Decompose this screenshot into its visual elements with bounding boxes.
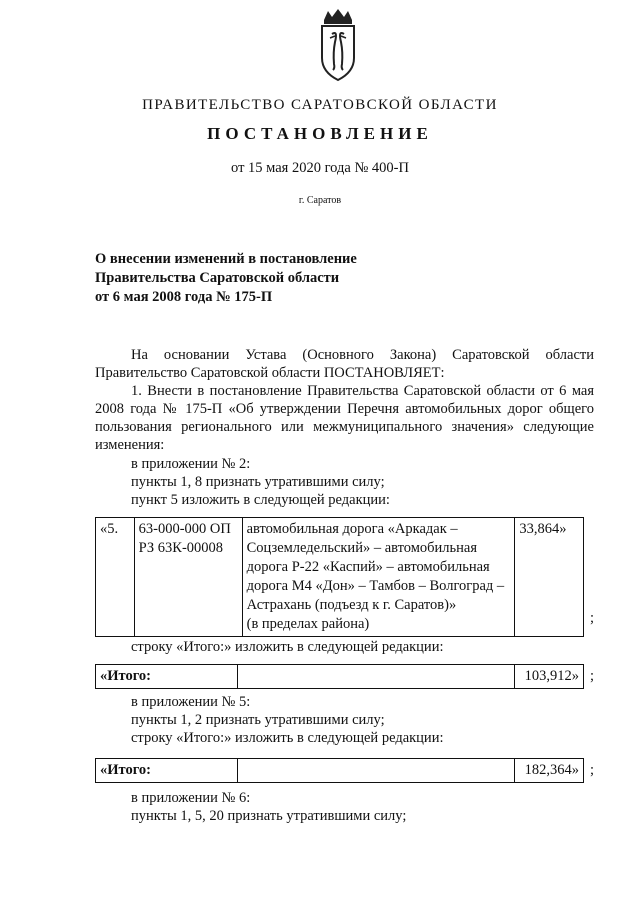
decree-subject — [95, 250, 425, 307]
total-value-cell: 103,912» — [515, 665, 584, 689]
decree-type: ПОСТАНОВЛЕНИЕ — [207, 124, 433, 143]
body-line: строку «Итого:» изложить в следующей редакции: — [131, 730, 444, 746]
body-line: Правительство Саратовской области ПОСТАНОВЛЯЕТ: — [95, 365, 445, 381]
body-line: в приложении № 5: — [131, 694, 251, 710]
body-line: изменения: — [95, 437, 165, 453]
table-row — [96, 518, 584, 637]
body-line: пункты 1, 8 признать утратившими силу; — [131, 474, 385, 490]
body-line: строку «Итого:» изложить в следующей редакции: — [131, 639, 444, 655]
item-name-cell — [242, 518, 515, 637]
total-label-cell: «Итого: — [96, 665, 238, 689]
item-number-cell: «5. — [96, 518, 135, 637]
trailing-semicolon: ; — [590, 610, 595, 626]
total-empty-cell — [238, 665, 515, 689]
total-label-cell: «Итого: — [96, 759, 238, 783]
subject-line: Правительства Саратовской области — [95, 270, 340, 286]
code-line: 63-000-000 ОП — [138, 521, 231, 537]
government-title: ПРАВИТЕЛЬСТВО САРАТОВСКОЙ ОБЛАСТИ — [142, 97, 498, 113]
trailing-semicolon: ; — [590, 762, 595, 778]
table-row — [96, 665, 584, 689]
item-code-cell — [134, 518, 242, 637]
body-line: 1. Внести в постановление Правительства Саратовской области от 6 мая — [131, 383, 594, 399]
name-line: Астрахань (подъезд к г. Саратов)» — [246, 597, 457, 613]
decree-city: г. Саратов — [298, 195, 342, 206]
name-line: (в пределах района) — [246, 616, 370, 632]
name-line: Соцземледельский» – автомобильная — [246, 540, 478, 556]
table-row — [96, 759, 584, 783]
body-line: в приложении № 6: — [131, 790, 251, 806]
body-line: 2008 года № 175-П «Об утверждении Перечня автомобильных дорог общего — [95, 401, 594, 417]
name-line: дорога Р-22 «Каспий» – автомобильная — [246, 559, 490, 575]
total-value-cell: 182,364» — [515, 759, 584, 783]
total-empty-cell — [238, 759, 515, 783]
body-line: в приложении № 2: — [131, 456, 251, 472]
subject-line: О внесении изменений в постановление — [95, 251, 357, 267]
body-line: пункты 1, 2 признать утратившими силу; — [131, 712, 385, 728]
body-line: пункт 5 изложить в следующей редакции: — [131, 492, 390, 508]
subject-line: от 6 мая 2008 года № 175-П — [95, 289, 273, 305]
trailing-semicolon: ; — [590, 668, 595, 684]
total-table — [95, 758, 584, 783]
name-line: дорога М4 «Дон» – Тамбов – Волгоград – — [246, 578, 505, 594]
decree-date-number: от 15 мая 2020 года № 400-П — [231, 160, 409, 176]
road-item-table — [95, 517, 584, 637]
body-line: На основании Устава (Основного Закона) Саратовской области — [131, 347, 594, 363]
code-line: РЗ 63К-00008 — [138, 540, 224, 556]
coat-of-arms-icon — [316, 8, 360, 82]
body-line: пользования регионального или межмуниципального значения» следующие — [95, 419, 594, 435]
total-table — [95, 664, 584, 689]
item-length-cell: 33,864» — [515, 518, 584, 637]
body-line: пункты 1, 5, 20 признать утратившими силу; — [131, 808, 407, 824]
name-line: автомобильная дорога «Аркадак – — [246, 521, 458, 537]
